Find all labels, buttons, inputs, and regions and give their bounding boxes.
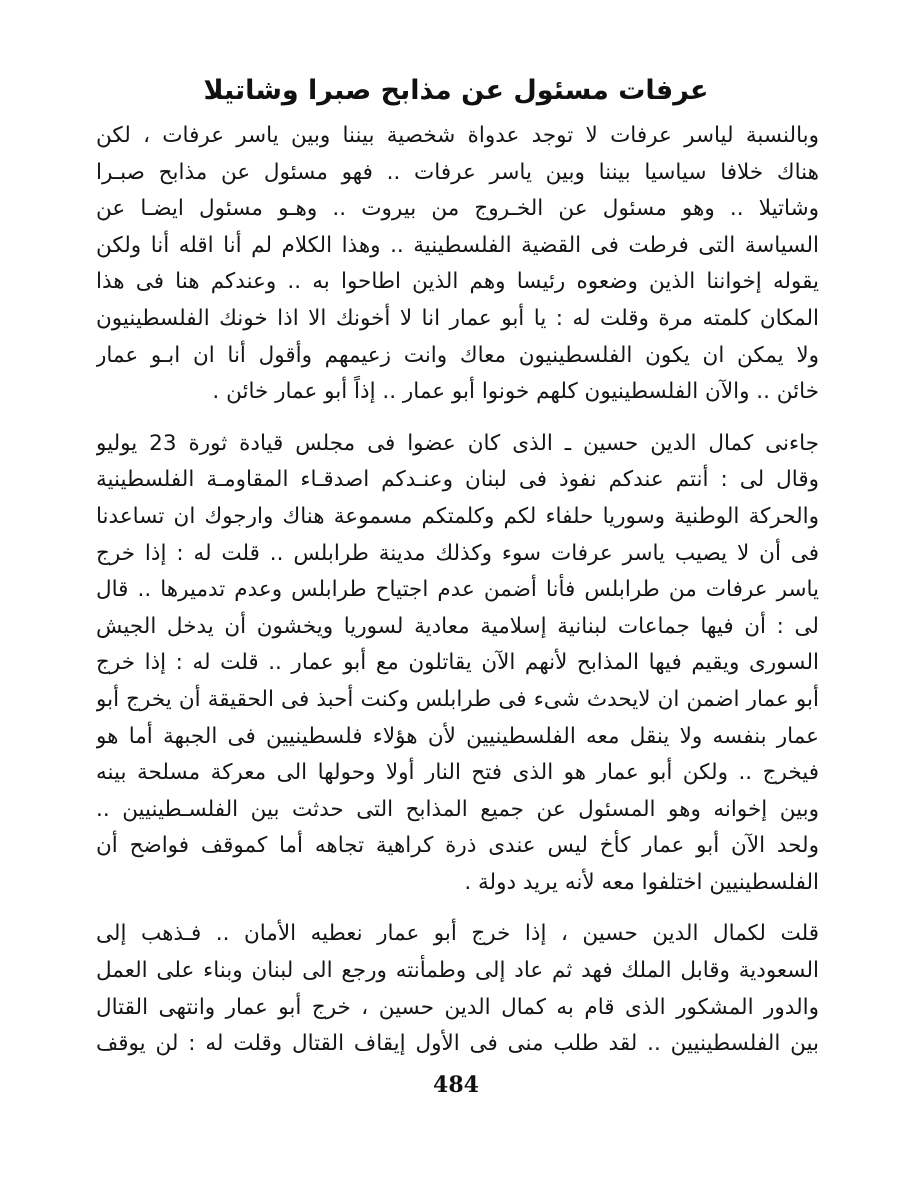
paragraph-1 xyxy=(96,118,819,411)
text-line: السعودية وقابل الملك فهد ثم عاد إلى وطمأنته ورجع الى لبنان وبناء على العمل xyxy=(96,958,819,984)
text-line: الفلسطينيين اختلفوا معه لأنه يريد دولة . xyxy=(464,869,819,895)
text-line: وبين إخوانه وهو المسئول عن جميع المذابح التى حدثت بين الفلسـطينيين .. xyxy=(96,796,819,822)
text-line: يقوله إخواننا الذين وضعوه رئيسا وهم الذين اطاحوا به .. وعندكم هنا فى هذا xyxy=(96,269,819,295)
page-title: عرفات مسئول عن مذابح صبرا وشاتيلا xyxy=(203,75,709,106)
text-line: ولحد الآن أبو عمار كأخ ليس عندى ذرة كراهية تجاهه أما كموقف فواضح أن xyxy=(96,833,819,859)
text-line: هناك خلافا سياسيا بيننا وبين ياسر عرفات .. فهو مسئول عن مذابح صبـرا xyxy=(96,159,819,185)
text-line: جاءنى كمال الدين حسين ـ الذى كان عضوا فى مجلس قيادة ثورة 23 يوليو xyxy=(96,430,819,456)
text-line: والحركة الوطنية وسوريا حلفاء لكم وكلمتكم مسموعة هناك وارجوك ان تساعدنا xyxy=(96,503,819,529)
text-line: خائن .. والآن الفلسطينيون كلهم خونوا أبو عمار .. إذاً أبو عمار خائن . xyxy=(212,379,819,405)
text-line: فيخرج .. ولكن أبو عمار هو الذى فتح النار أولا وحولها الى معركة مسلحة بينه xyxy=(96,760,819,786)
text-line: بين الفلسطينيين .. لقد طلب منى فى الأول إيقاف القتال وقلت له : لن يوقف xyxy=(96,1031,819,1057)
text-line: المكان كلمته مرة وقلت له : يا أبو عمار انا لا أخونك الا اذا خونك الفلسطينيون xyxy=(96,305,819,331)
text-line: السورى ويقيم فيها المذابح لأنهم الآن يقاتلون مع أبو عمار .. قلت له : إذا خرج xyxy=(96,650,819,676)
text-line: لى : أن فيها جماعات لبنانية إسلامية معادية لسوريا ويخشون أن يدخل الجيش xyxy=(96,613,819,639)
text-line: السياسة التى فرطت فى القضية الفلسطينية .. وهذا الكلام لم أنا اقله أنا ولكن xyxy=(96,232,819,258)
text-line: قلت لكمال الدين حسين ، إذا خرج أبو عمار نعطيه الأمان .. فـذهب إلى xyxy=(96,921,819,947)
text-line: أبو عمار اضمن ان لايحدث شىء فى طرابلس وكنت أحبذ فى الحقيقة أن يخرج أبو xyxy=(96,686,819,712)
text-line: فى أن لا يصيب ياسر عرفات سوء وكذلك مدينة طرابلس .. قلت له : إذا خرج xyxy=(96,540,819,566)
paragraph-3 xyxy=(96,916,819,1062)
text-line: وبالنسبة لياسر عرفات لا توجد عدواة شخصية بيننا وبين ياسر عرفات ، لكن xyxy=(96,123,819,148)
text-line: وشاتيلا .. وهو مسئول عن الخـروج من بيروت .. وهـو مسئول ايضـا عن xyxy=(96,196,819,222)
text-line: والدور المشكور الذى قام به كمال الدين حسين ، خرج أبو عمار وانتهى القتال xyxy=(96,994,819,1020)
text-line: ياسر عرفات من طرابلس فأنا أضمن عدم اجتياح طرابلس وعدم تدميرها .. قال xyxy=(96,577,819,603)
text-line: وقال لى : أنتم عندكم نفوذ فى لبنان وعنـدكم اصدقـاء المقاومـة الفلسطينية xyxy=(96,467,819,493)
paragraph-2 xyxy=(96,426,819,902)
text-line: ولا يمكن ان يكون الفلسطينيون معاك وانت زعيمهم وأقول أنا ان ابـو عمار xyxy=(96,342,819,368)
page-body xyxy=(96,118,819,1063)
paragraph-gap xyxy=(96,901,819,916)
text-line: عمار بنفسه ولا ينقل معه الفلسطينيين لأن هؤلاء فلسطينيين فى الجبهة أما هو xyxy=(96,723,819,749)
paragraph-gap xyxy=(96,411,819,426)
page-number: 484 xyxy=(433,1072,479,1098)
